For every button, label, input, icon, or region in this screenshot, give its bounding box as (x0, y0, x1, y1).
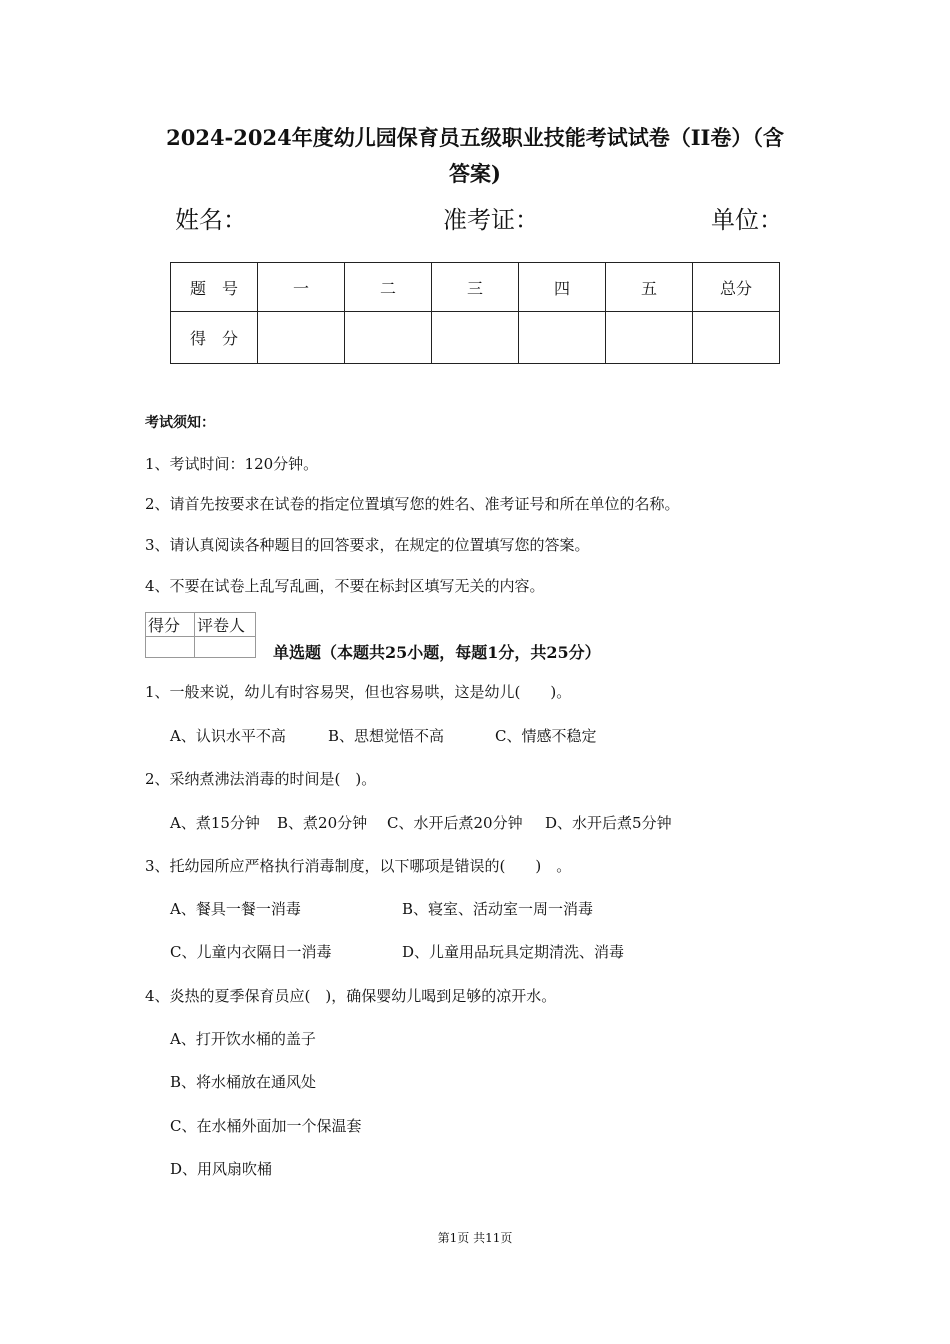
grader-score-label: 得分 (146, 613, 195, 637)
unit-label: 单位： (711, 206, 783, 234)
question-1-option-c: C、情感不稳定 (495, 727, 597, 745)
question-2-option-a: A、煮15分钟 (170, 814, 260, 832)
score-cell (432, 312, 519, 364)
question-3-option-b: B、寝室、活动室一周一消毒 (402, 900, 594, 918)
column-header: 二 (345, 263, 432, 312)
note-item: 3、请认真阅读各种题目的回答要求，在规定的位置填写您的答案。 (145, 536, 590, 554)
question-2-option-d: D、水开后煮5分钟 (545, 814, 672, 832)
score-table (170, 262, 780, 364)
exam-id-label: 准考证： (443, 206, 539, 234)
title-line-1: 2024-2024年度幼儿园保育员五级职业技能考试试卷（II卷）（含 (166, 125, 784, 150)
grader-reviewer-cell (195, 637, 256, 658)
question-2: 2、采纳煮沸法消毒的时间是( )。 (145, 770, 377, 788)
question-4-option-c: C、在水桶外面加一个保温套 (170, 1117, 362, 1135)
title-line-2: 答案) (449, 161, 501, 186)
score-cell (258, 312, 345, 364)
question-1-option-a: A、认识水平不高 (170, 727, 286, 745)
note-item: 2、请首先按要求在试卷的指定位置填写您的姓名、准考证号和所在单位的名称。 (145, 495, 680, 513)
section-title: 单选题（本题共25小题，每题1分，共25分） (273, 643, 601, 662)
score-label-cell: 得 分 (171, 312, 258, 364)
page-number: 第1页 共11页 (437, 1231, 513, 1245)
grader-score-cell (146, 637, 195, 658)
score-cell (345, 312, 432, 364)
score-cell (606, 312, 693, 364)
score-cell (519, 312, 606, 364)
page-title (120, 120, 830, 192)
question-4-option-a: A、打开饮水桶的盖子 (170, 1030, 316, 1048)
column-header: 三 (432, 263, 519, 312)
grader-reviewer-label: 评卷人 (195, 613, 256, 637)
note-item: 4、不要在试卷上乱写乱画，不要在标封区填写无关的内容。 (145, 577, 545, 595)
score-cell-total (693, 312, 780, 364)
question-4: 4、炎热的夏季保育员应( )，确保婴幼儿喝到足够的凉开水。 (145, 987, 557, 1005)
question-2-option-b: B、煮20分钟 (277, 814, 368, 832)
column-header: 一 (258, 263, 345, 312)
column-header: 四 (519, 263, 606, 312)
question-2-option-c: C、水开后煮20分钟 (387, 814, 523, 832)
question-1: 1、一般来说，幼儿有时容易哭，但也容易哄，这是幼儿( )。 (145, 683, 572, 701)
column-header-total: 总分 (693, 263, 780, 312)
question-3: 3、托幼园所应严格执行消毒制度，以下哪项是错误的( ) 。 (145, 857, 572, 875)
note-item: 1、考试时间：120分钟。 (145, 455, 319, 473)
grader-box (145, 612, 256, 658)
name-label: 姓名： (175, 206, 247, 234)
header-label-cell: 题 号 (171, 263, 258, 312)
notes-title: 考试须知： (145, 415, 215, 431)
question-3-option-c: C、儿童内衣隔日一消毒 (170, 943, 332, 961)
question-4-option-b: B、将水桶放在通风处 (170, 1073, 317, 1091)
question-3-option-d: D、儿童用品玩具定期清洗、消毒 (402, 943, 625, 961)
question-3-option-a: A、餐具一餐一消毒 (170, 900, 301, 918)
question-1-option-b: B、思想觉悟不高 (328, 727, 445, 745)
question-4-option-d: D、用风扇吹桶 (170, 1160, 273, 1178)
column-header: 五 (606, 263, 693, 312)
